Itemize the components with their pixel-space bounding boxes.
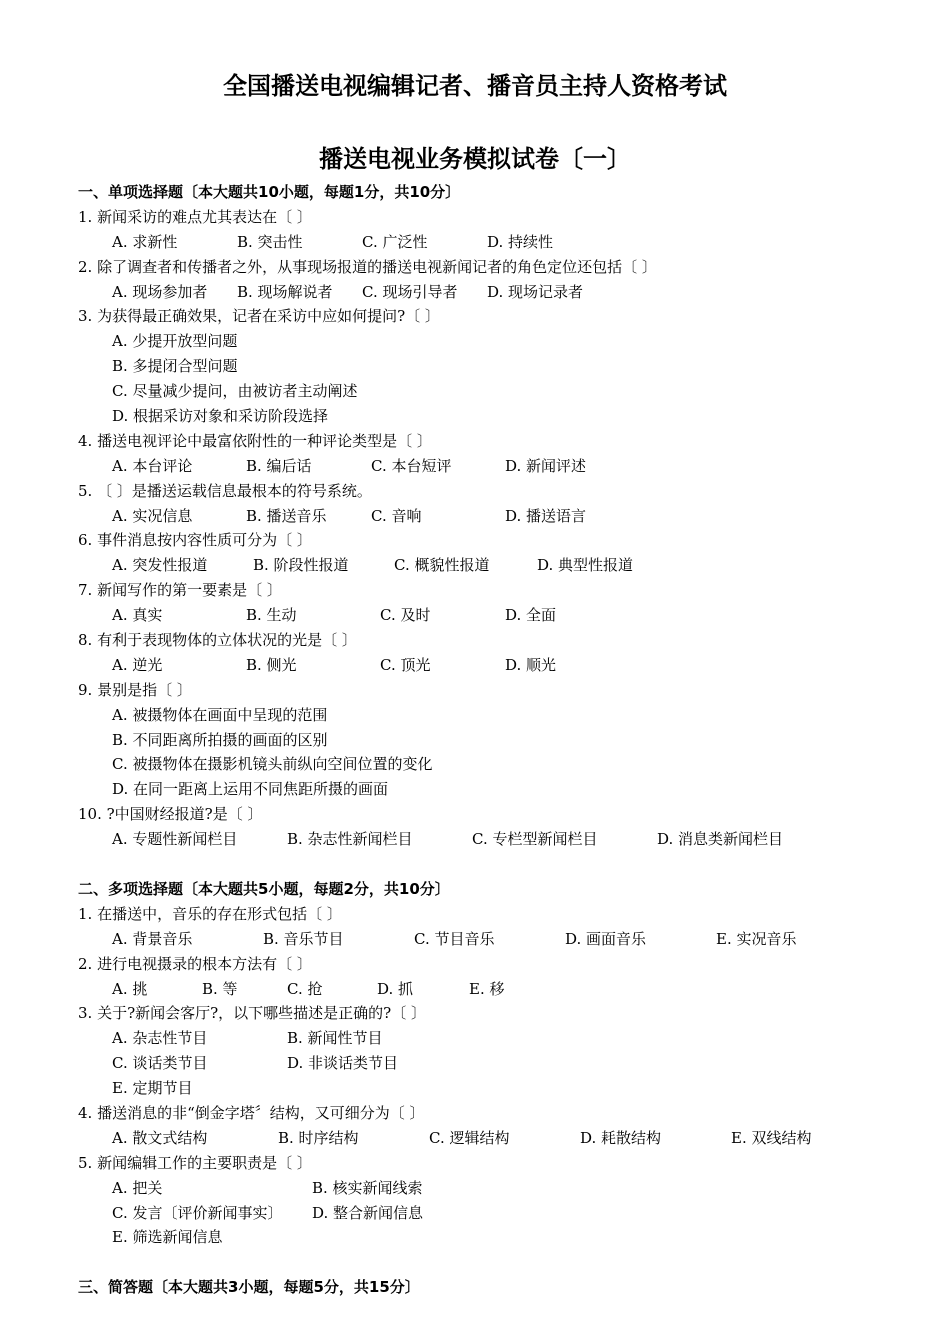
option-item: C. 顶光 [380,655,431,674]
option-row [78,1076,928,1101]
option-item: A. 本台评论 [112,456,193,475]
exam-content [78,180,928,1300]
question-text: 5. 新闻编辑工作的主要职责是〔 〕 [78,1153,312,1172]
option-item: A. 突发性报道 [112,556,208,575]
option-row [78,504,928,529]
option-item: A. 少提开放型问题 [112,332,238,351]
option-item: D. 全面 [505,606,557,625]
option-row [78,404,928,429]
question-text: 4. 播送消息的非“倒金字塔〞结构，又可细分为〔 〕 [78,1103,425,1122]
option-row [78,230,928,255]
option-item: B. 阶段性报道 [253,556,349,575]
option-item: D. 画面音乐 [565,929,647,948]
option-item: C. 逻辑结构 [429,1128,510,1147]
option-row [78,603,928,628]
section-spacer [78,852,928,877]
option-item: C. 现场引导者 [362,282,458,301]
question-text: 9. 景别是指〔 〕 [78,680,192,699]
option-row [78,777,928,802]
option-item: C. 专栏型新闻栏目 [472,830,598,849]
option-item: B. 编后话 [246,456,312,475]
question-text: 1. 在播送中，音乐的存在形式包括〔 〕 [78,904,342,923]
option-row [78,703,928,728]
question-text: 5. 〔 〕是播送运载信息最根本的符号系统。 [78,481,372,500]
question-text: 7. 新闻写作的第一要素是〔 〕 [78,581,282,600]
option-item: C. 节目音乐 [414,929,495,948]
option-item: B. 新闻性节目 [287,1029,383,1048]
option-item: C. 被摄物体在摄影机镜头前纵向空间位置的变化 [112,755,433,774]
option-item: A. 散文式结构 [112,1128,208,1147]
option-item: D. 现场记录者 [487,282,584,301]
option-item: E. 筛选新闻信息 [112,1228,223,1247]
option-item: A. 真实 [112,606,163,625]
option-row [78,553,928,578]
option-row [78,329,928,354]
option-item: C. 发言〔评价新闻事实〕 [112,1203,283,1222]
option-item: C. 尽量减少提问，由被访者主动阐述 [112,382,358,401]
option-row [78,1026,928,1051]
section-heading: 一、单项选择题〔本大题共10小题，每题1分，共10分〕 [78,183,461,201]
option-item: A. 求新性 [112,232,178,251]
question-text: 10. ?中国财经报道?是〔 〕 [78,805,263,824]
option-item: A. 实况信息 [112,506,193,525]
option-row [78,1176,928,1201]
option-item: D. 在同一距离上运用不同焦距所摄的画面 [112,780,389,799]
option-row [78,752,928,777]
question-text: 4. 播送电视评论中最富依附性的一种评论类型是〔 〕 [78,431,432,450]
option-item: D. 播送语言 [505,506,587,525]
option-item: C. 广泛性 [362,232,428,251]
option-item: E. 实况音乐 [716,929,797,948]
option-row [78,379,928,404]
option-row [78,1051,928,1076]
option-item: D. 消息类新闻栏目 [657,830,784,849]
option-row [78,454,928,479]
option-item: B. 侧光 [246,655,297,674]
option-row [78,1201,928,1226]
option-row [78,1126,928,1151]
question-text: 6. 事件消息按内容性质可分为〔 〕 [78,531,312,550]
option-item: C. 本台短评 [371,456,452,475]
section-spacer [78,1250,928,1275]
option-item: B. 音乐节目 [263,929,344,948]
option-item: C. 抢 [287,979,323,998]
option-item: B. 生动 [246,606,297,625]
question-text: 2. 进行电视摄录的根本方法有〔 〕 [78,954,312,973]
option-row [78,977,928,1002]
option-item: C. 及时 [380,606,431,625]
option-row [78,728,928,753]
option-item: A. 杂志性节目 [112,1029,208,1048]
question-text: 1. 新闻采访的难点尤其表达在〔 〕 [78,207,312,226]
option-row [78,927,928,952]
option-item: B. 杂志性新闻栏目 [287,830,413,849]
option-item: E. 移 [469,979,505,998]
option-item: D. 耗散结构 [580,1128,662,1147]
option-item: C. 谈话类节目 [112,1054,208,1073]
section-heading: 二、多项选择题〔本大题共5小题，每题2分，共10分〕 [78,879,450,898]
option-item: A. 挑 [112,979,148,998]
option-item: A. 现场参加者 [112,282,208,301]
option-item: D. 非谈话类节目 [287,1054,399,1073]
option-row [78,653,928,678]
option-item: D. 典型性报道 [537,556,634,575]
option-item: D. 顺光 [505,655,557,674]
option-item: B. 核实新闻线索 [312,1178,423,1197]
option-item: B. 时序结构 [278,1128,359,1147]
question-text: 3. 为获得最正确效果，记者在采访中应如何提问?〔 〕 [78,307,440,326]
exam-subtitle: 播送电视业务模拟试卷〔一〕 [319,145,631,173]
option-item: A. 把关 [112,1178,163,1197]
option-row [78,354,928,379]
option-item: A. 背景音乐 [112,929,193,948]
option-item: E. 双线结构 [731,1128,812,1147]
question-text: 2. 除了调查者和传播者之外，从事现场报道的播送电视新闻记者的角色定位还包括〔 〕 [78,257,657,276]
option-item: D. 新闻评述 [505,456,587,475]
option-item: B. 等 [202,979,238,998]
option-item: D. 根据采访对象和采访阶段选择 [112,407,329,426]
option-item: B. 播送音乐 [246,506,327,525]
option-item: B. 不同距离所拍摄的画面的区别 [112,730,328,749]
question-text: 8. 有利于表现物体的立体状况的光是〔 〕 [78,631,357,650]
option-item: B. 现场解说者 [237,282,333,301]
option-row [78,280,928,305]
option-item: C. 音响 [371,506,422,525]
option-item: D. 整合新闻信息 [312,1203,424,1222]
option-row [78,1225,928,1250]
option-item: A. 逆光 [112,655,163,674]
option-row [78,827,928,852]
option-item: A. 专题性新闻栏目 [112,830,238,849]
option-item: A. 被摄物体在画面中呈现的范围 [112,705,328,724]
option-item: D. 持续性 [487,232,554,251]
section-heading: 三、简答题〔本大题共3小题，每题5分，共15分〕 [78,1278,420,1297]
option-item: D. 抓 [377,979,414,998]
option-item: E. 定期节目 [112,1079,193,1098]
exam-title: 全国播送电视编辑记者、播音员主持人资格考试 [223,72,727,100]
option-item: B. 多提闭合型问题 [112,357,238,376]
question-text: 3. 关于?新闻会客厅?，以下哪些描述是正确的?〔 〕 [78,1004,426,1023]
option-item: C. 概貌性报道 [394,556,490,575]
option-item: B. 突击性 [237,232,303,251]
